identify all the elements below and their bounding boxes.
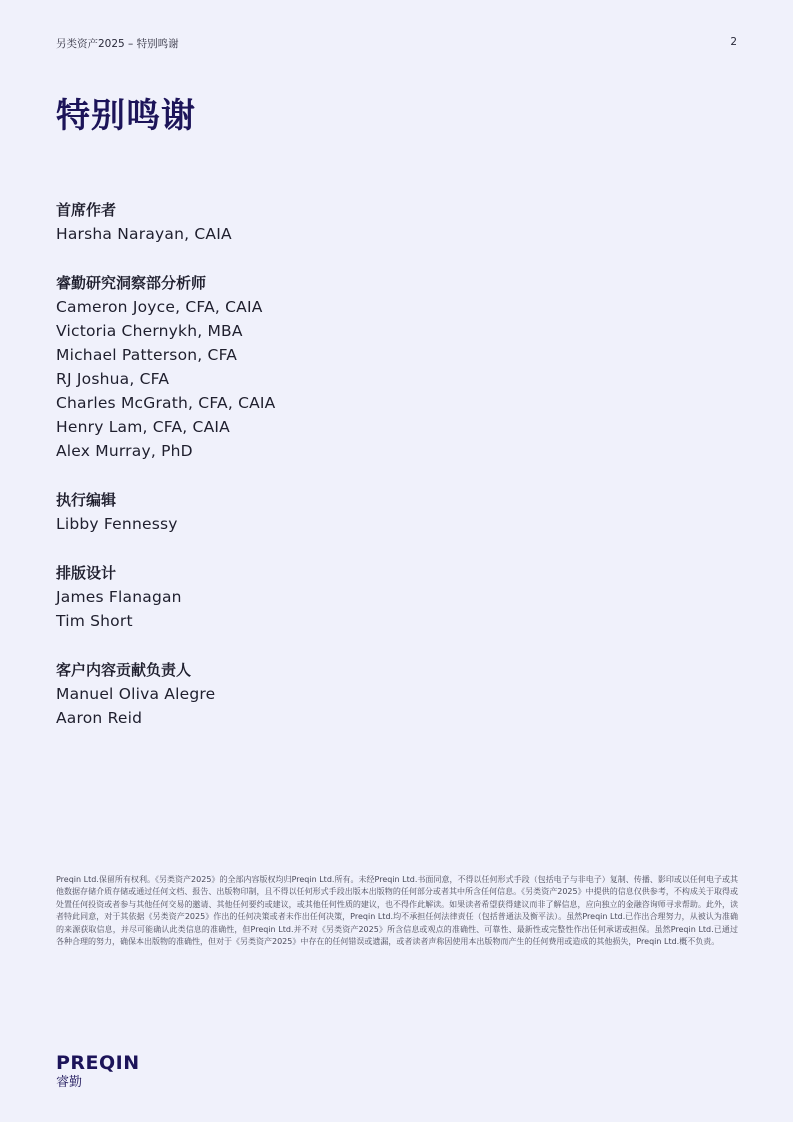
credit-name: James Flanagan [56,588,182,606]
running-header: 另类资产2025 – 特别鸣谢 [56,38,179,50]
credit-heading: 客户内容贡献负责人 [56,661,192,679]
page-number: 2 [730,36,737,48]
credit-name: Aaron Reid [56,709,143,727]
credit-heading: 执行编辑 [56,491,117,509]
credit-name: Victoria Chernykh, MBA [56,322,243,340]
credit-name: Harsha Narayan, CAIA [56,225,232,243]
credit-name: Michael Patterson, CFA [56,346,238,364]
logo-subtitle: 睿勤 [56,1075,83,1090]
credit-name: Cameron Joyce, CFA, CAIA [56,298,263,316]
credit-heading: 睿勤研究洞察部分析师 [56,274,207,292]
credit-group-client-content [56,658,696,730]
credit-name: Charles McGrath, CFA, CAIA [56,394,276,412]
credits-section [56,198,696,755]
credit-group-analysts [56,271,696,463]
credit-name: Tim Short [56,612,133,630]
credit-name: Alex Murray, PhD [56,442,193,460]
preqin-logo [56,1052,140,1092]
logo-wordmark: PREQIN [56,1052,140,1074]
credit-name: Libby Fennessy [56,515,178,533]
legal-disclaimer: Preqin Ltd.保留所有权利。《另类资产2025》的全部内容版权均归Preqin Ltd.所有。未经Preqin Ltd.书面同意，不得以任何形式手段（包括电子与非电子）复制、传播、影印或以任何电子或其他数据存储介质存储或通过任何文档、报告、出版物印制，且不得以任何形式手段出版本出版物的任何部分或者其中所含任何信息。《另类资产2025》中提供的信息仅供参考，不构成关于取得或处置任何投资或者参与其他任何交易的邀请、其他任何要约或建议，或其他任何性质的建议，也不得作此解读。如果读者希望获得建议而非了解信息，应向独立的金融咨询师寻求帮助。此外，读者特此同意，对于其依据《另类资产2025》作出的任何决策或者未作出任何决策，Preqin Ltd.均不承担任何法律责任（包括普通法及衡平法）。虽然Preqin Ltd.已作出合理努力，从被认为准确的来源获取信息，并尽可能确认此类信息的准确性，但Preqin Ltd.并不对《另类资产2025》所含信息或观点的准确性、可靠性、最新性或完整性作出任何承诺或担保。虽然Preqin Ltd.已通过各种合理的努力，确保本出版物的准确性，但对于《另类资产2025》中存在的任何错误或遗漏，或者读者声称因使用本出版物而产生的任何费用或造成的其他损失，Preqin Ltd.概不负责。 [56,875,738,947]
credit-heading: 首席作者 [56,201,117,219]
credit-heading: 排版设计 [56,564,117,582]
page-title: 特别鸣谢 [56,96,196,136]
credit-name: Manuel Oliva Alegre [56,685,216,703]
credit-name: RJ Joshua, CFA [56,370,170,388]
credit-group-design [56,561,696,633]
credit-group-executive-editor [56,488,696,536]
credit-group-lead-author [56,198,696,246]
credit-name: Henry Lam, CFA, CAIA [56,418,230,436]
